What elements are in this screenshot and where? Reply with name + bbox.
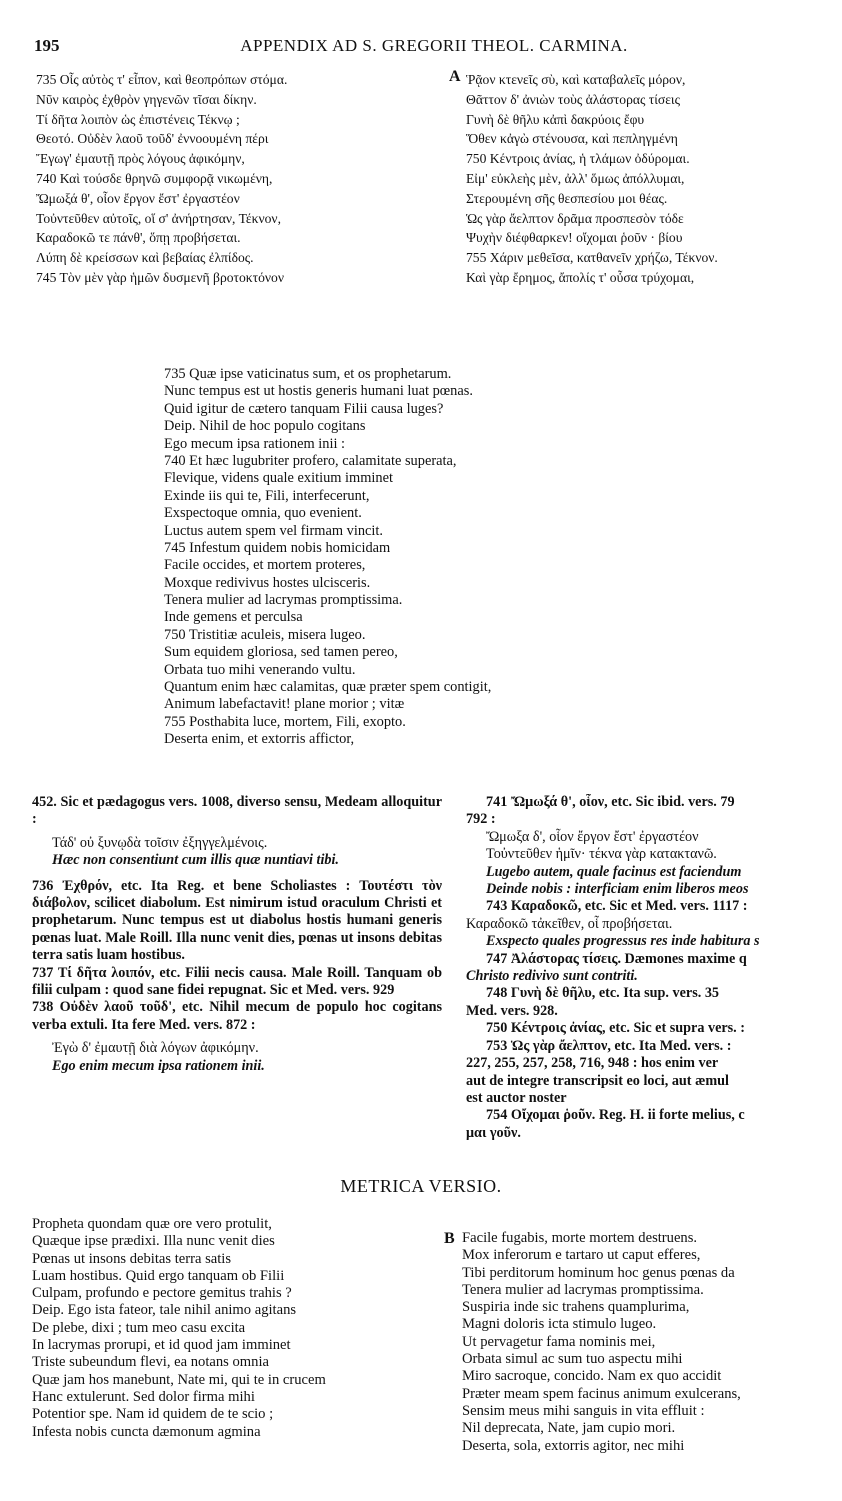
greek-text-right-column — [466, 70, 840, 288]
note-paragraph: 738 Οὐδὲν λαοῦ τοῦδ', etc. Nihil mecum de populo hoc cogitans verba extuli. Ita fere Med. vers. 872 : — [32, 999, 442, 1033]
note-quote-latin: Hæc non consentiunt cum illis quæ nuntiavi tibi. — [52, 852, 339, 869]
greek-line: Καὶ γὰρ ἔρημος, ἄπολίς τ' οὖσα τρύχομαι, — [466, 269, 695, 285]
verse-line: Mox inferorum e tartaro ut caput efferes, — [462, 1247, 701, 1264]
verse-line: Ut pervagetur fama nominis mei, — [462, 1333, 656, 1350]
greek-line: Γυνὴ δὲ θῆλυ κἀπὶ δακρύοις ἔφυ — [466, 111, 645, 127]
verse-line: Culpam, profundo e pectore gemitus trahis ? — [32, 1285, 292, 1302]
verse-line: Miro sacroque, concido. Nam ex quo accidit — [462, 1368, 722, 1385]
verse-line: De plebe, dixi ; tum meo casu excita — [32, 1319, 246, 1336]
note-line: 743 Καραδοκῶ, etc. Sic et Med. vers. 1117 : — [486, 898, 748, 915]
verse-line: Quæque ipse prædixi. Illa nunc venit dies — [32, 1233, 275, 1250]
metrica-left-column — [32, 1216, 432, 1441]
metrica-right-column — [462, 1230, 842, 1455]
verse-line: Præter meam spem facinus animum exulcerans, — [462, 1385, 741, 1402]
latin-line: 750 Tristitiæ aculeis, misera lugeo. — [164, 626, 366, 643]
verse-line: Magni doloris icta stimulo lugeo. — [462, 1316, 657, 1333]
latin-line: Moxque redivivus hostes ulcisceris. — [164, 574, 371, 591]
verse-line: Propheta quondam quæ ore vero protulit, — [32, 1216, 272, 1232]
greek-line: Εἰμ' εὐκλεὴς μὲν, ἀλλ' ὅμως ἀπόλλυμαι, — [466, 170, 685, 186]
note-line: Exspecto quales progressus res inde habitura s — [486, 933, 760, 950]
latin-line: Sum equidem gloriosa, sed tamen pereo, — [164, 644, 398, 661]
verse-line: Nil deprecata, Nate, jam cupio mori. — [462, 1420, 676, 1437]
note-quote-greek: Ἐγὼ δ' ἐμαυτῇ διὰ λόγων ἀφικόμην. — [52, 1040, 259, 1057]
verse-line: Facile fugabis, morte mortem destruens. — [462, 1230, 698, 1246]
note-line: 753 Ὡς γὰρ ἄελπτον, etc. Ita Med. vers. : — [486, 1037, 732, 1054]
note-line: aut de integre transcripsit eo loci, aut æmul — [466, 1072, 729, 1089]
note-line: 227, 255, 257, 258, 716, 948 : hos enim ver — [466, 1055, 719, 1072]
verse-line: Orbata simul ac sum tuo aspectu mihi — [462, 1351, 683, 1368]
note-line: Ὤμωξα δ', οἷον ἔργον ἔστ' ἐργαστέον — [486, 828, 699, 845]
latin-line: 745 Infestum quidem nobis homicidam — [164, 539, 391, 556]
greek-line: Τοὐντεῦθεν αὐτοῖς, οἵ σ' ἀνήρτησαν, Τέκνον, — [36, 210, 281, 226]
verse-line: Triste subeundum flevi, ea notans omnia — [32, 1354, 269, 1371]
latin-line: Quid igitur de cætero tanquam Filii causa luges? — [164, 400, 444, 417]
verse-line: Potentior spe. Nam id quidem de te scio ; — [32, 1406, 274, 1423]
latin-line: Exspectoque omnia, quo evenient. — [164, 505, 362, 522]
verse-line: Luam hostibus. Quid ergo tanquam ob Filii — [32, 1267, 285, 1284]
latin-line: 755 Posthabita luce, mortem, Fili, exopto. — [164, 713, 406, 730]
greek-line: Θεοτό. Οὐδὲν λαοῦ τοῦδ' ἐννοουμένη πέρι — [36, 131, 269, 147]
note-paragraph: 736 Ἐχθρόν, etc. Ita Reg. et bene Scholiastes : Τουτέστι τὸν διάβολον, scilicet diabolum. Est nimirum istud oraculum Christi et prophetarum. Nunc tempus est ut diabolus hostis humani generis pœnas luat. Male Roill. Illa nunc venit dies, pœnas ut insons debitas terra satis luam hostibus. — [32, 877, 442, 964]
greek-line: Τί δῆτα λοιπὸν ὡς ἐπιστένεις Τέκνῳ ; — [36, 111, 240, 127]
greek-line: Λύπη δὲ κρείσσων καὶ βεβαίας ἐλπίδος. — [36, 250, 254, 266]
greek-line: Νῦν καιρὸς ἐχθρὸν γηγενῶν τῖσαι δίκην. — [36, 91, 257, 107]
latin-line: 740 Et hæc lugubriter profero, calamitate superata, — [164, 452, 457, 469]
page-header — [34, 36, 834, 56]
note-line: Καραδοκῶ τἀκεῖθεν, οἷ προβήσεται. — [466, 915, 673, 932]
latin-line: Deip. Nihil de hoc populo cogitans — [164, 418, 366, 435]
note-line: Deinde nobis : interficiam enim liberos meos — [486, 881, 749, 898]
note-line: Lugebo autem, quale facinus est faciendum — [486, 863, 742, 880]
latin-line: Animum labefactavit! plane morior ; vitæ — [164, 696, 405, 713]
latin-line: Nunc tempus est ut hostis generis humani luat pœnas. — [164, 383, 473, 400]
verse-line: Tibi perditorum hominum hoc genus pœnas da — [462, 1264, 735, 1281]
verse-line: Deserta, sola, extorris agitor, nec mihi — [462, 1437, 685, 1454]
greek-line: Ὅθεν κἀγὼ στένουσα, καὶ πεπληγμένη — [466, 131, 678, 147]
note-line: est auctor noster — [466, 1089, 567, 1106]
latin-line: Exinde iis qui te, Fili, interfecerunt, — [164, 487, 370, 504]
greek-line: Ὡς γὰρ ἄελπτον δρᾶμα προσπεσὸν τόδε — [466, 210, 684, 226]
note-line: Τοὐντεῦθεν ἡμῖν· τέκνα γὰρ κατακτανῶ. — [486, 846, 717, 863]
section-title: METRICA VERSIO. — [340, 1176, 502, 1196]
latin-translation — [164, 366, 724, 749]
greek-line: 740 Καὶ τούσδε θρηνῶ συμφορᾷ νικωμένη, — [36, 170, 273, 186]
page-number: 195 — [34, 36, 60, 55]
verse-line: Pœnas ut insons debitas terra satis — [32, 1250, 232, 1267]
notes-right-column — [466, 794, 842, 1142]
column-marker-a: A — [449, 68, 461, 85]
note-line: 741 Ὤμωξά θ', οἷον, etc. Sic ibid. vers. 79 — [486, 794, 735, 810]
verse-line: Hanc extulerunt. Sed dolor firma mihi — [32, 1388, 255, 1405]
note-paragraph: 452. Sic et pædagogus vers. 1008, diverso sensu, Medeam alloquitur : — [32, 794, 442, 828]
latin-line: Flevique, videns quale exitium imminet — [164, 470, 394, 487]
note-line: 792 : — [466, 811, 496, 828]
note-line: 748 Γυνὴ δὲ θῆλυ, etc. Ita sup. vers. 35 — [486, 985, 720, 1002]
verse-line: Quæ jam hos manebunt, Nate mi, qui te in crucem — [32, 1371, 326, 1388]
column-marker-b: B — [444, 1230, 455, 1247]
verse-line: Tenera mulier ad lacrymas promptissima. — [462, 1281, 704, 1298]
greek-line: Στερουμένη σῆς θεσπεσίου μοι θέας. — [466, 190, 668, 206]
greek-line: 750 Κέντροις ἀνίας, ἡ τλάμων ὀδύρομαι. — [466, 151, 690, 167]
note-quote-greek: Τάδ' οὐ ξυνῳδὰ τοῖσιν ἐξηγγελμένοις. — [52, 834, 268, 851]
note-line: Med. vers. 928. — [466, 1002, 558, 1019]
verse-line: Deip. Ego ista fateor, tale nihil animo agitans — [32, 1302, 297, 1319]
note-line: 747 Ἀλάστορας τίσεις. Dæmones maxime q — [486, 950, 747, 967]
latin-line: 735 Quæ ipse vaticinatus sum, et os prophetarum. — [164, 366, 452, 382]
greek-line: Ὤμωξά θ', οἷον ἔργον ἔστ' ἐργαστέον — [36, 190, 240, 206]
greek-line: 745 Τὸν μὲν γὰρ ἡμῶν δυσμενῆ βροτοκτόνον — [36, 269, 284, 285]
latin-line: Quantum enim hæc calamitas, quæ præter spem contigit, — [164, 679, 492, 696]
greek-line: Θᾶττον δ' ἀνιὼν τοὺς ἀλάστορας τίσεις — [466, 91, 680, 107]
greek-line: 735 Οἷς αὐτὸς τ' εἶπον, καὶ θεοπρόπων στόμα. — [36, 72, 288, 87]
greek-line: 755 Χάριν μεθεῖσα, κατθανεῖν χρήζω, Τέκνον. — [466, 250, 718, 266]
latin-line: Deserta enim, et extorris affictor, — [164, 731, 355, 748]
latin-line: Luctus autem spem vel firmam vincit. — [164, 522, 384, 539]
latin-line: Tenera mulier ad lacrymas promptissima. — [164, 592, 403, 609]
note-line: Christo redivivo sunt contriti. — [466, 968, 638, 985]
verse-line: Infesta nobis cuncta dæmonum agmina — [32, 1423, 261, 1440]
verse-line: Suspiria inde sic trahens quamplurima, — [462, 1299, 690, 1316]
greek-line: Ἔγωγ' ἐμαυτῇ πρὸς λόγους ἀφικόμην, — [36, 151, 245, 167]
verse-line: In lacrymas prorupi, et id quod jam imminet — [32, 1337, 291, 1354]
verse-line: Sensim meus mihi sanguis in vita effluit : — [462, 1402, 705, 1419]
note-paragraph: 737 Τί δῆτα λοιπόν, etc. Filii necis causa. Male Roill. Tanquam ob filii culpam : quod sane fidei repugnat. Sic et Med. vers. 929 — [32, 964, 442, 999]
latin-line: Inde gemens et perculsa — [164, 609, 303, 626]
latin-line: Orbata tuo mihi venerando vultu. — [164, 661, 356, 678]
note-line: 750 Κέντροις ἀνίας, etc. Sic et supra vers. : — [486, 1020, 745, 1037]
latin-line: Facile occides, et mortem proteres, — [164, 557, 366, 574]
greek-text-left-column — [36, 70, 436, 288]
latin-line: Ego mecum ipsa rationem inii : — [164, 435, 346, 452]
note-line: μαι γοῦν. — [466, 1124, 521, 1141]
greek-line: Καραδοκῶ τε πάνθ', ὅπῃ προβήσεται. — [36, 230, 241, 246]
note-line: 754 Οἴχομαι ῥοῦν. Reg. H. ii forte melius, c — [486, 1107, 745, 1124]
running-title: APPENDIX AD S. GREGORII THEOL. CARMINA. — [240, 36, 628, 55]
note-quote-latin: Ego enim mecum ipsa rationem inii. — [52, 1057, 265, 1074]
greek-line: Ψυχὴν διέφθαρκεν! οἴχομαι ῥοῦν · βίου — [466, 230, 683, 246]
greek-line: Ῥᾷον κτενεῖς σὺ, καὶ καταβαλεῖς μόρον, — [466, 72, 686, 87]
notes-left-column — [32, 794, 442, 1083]
